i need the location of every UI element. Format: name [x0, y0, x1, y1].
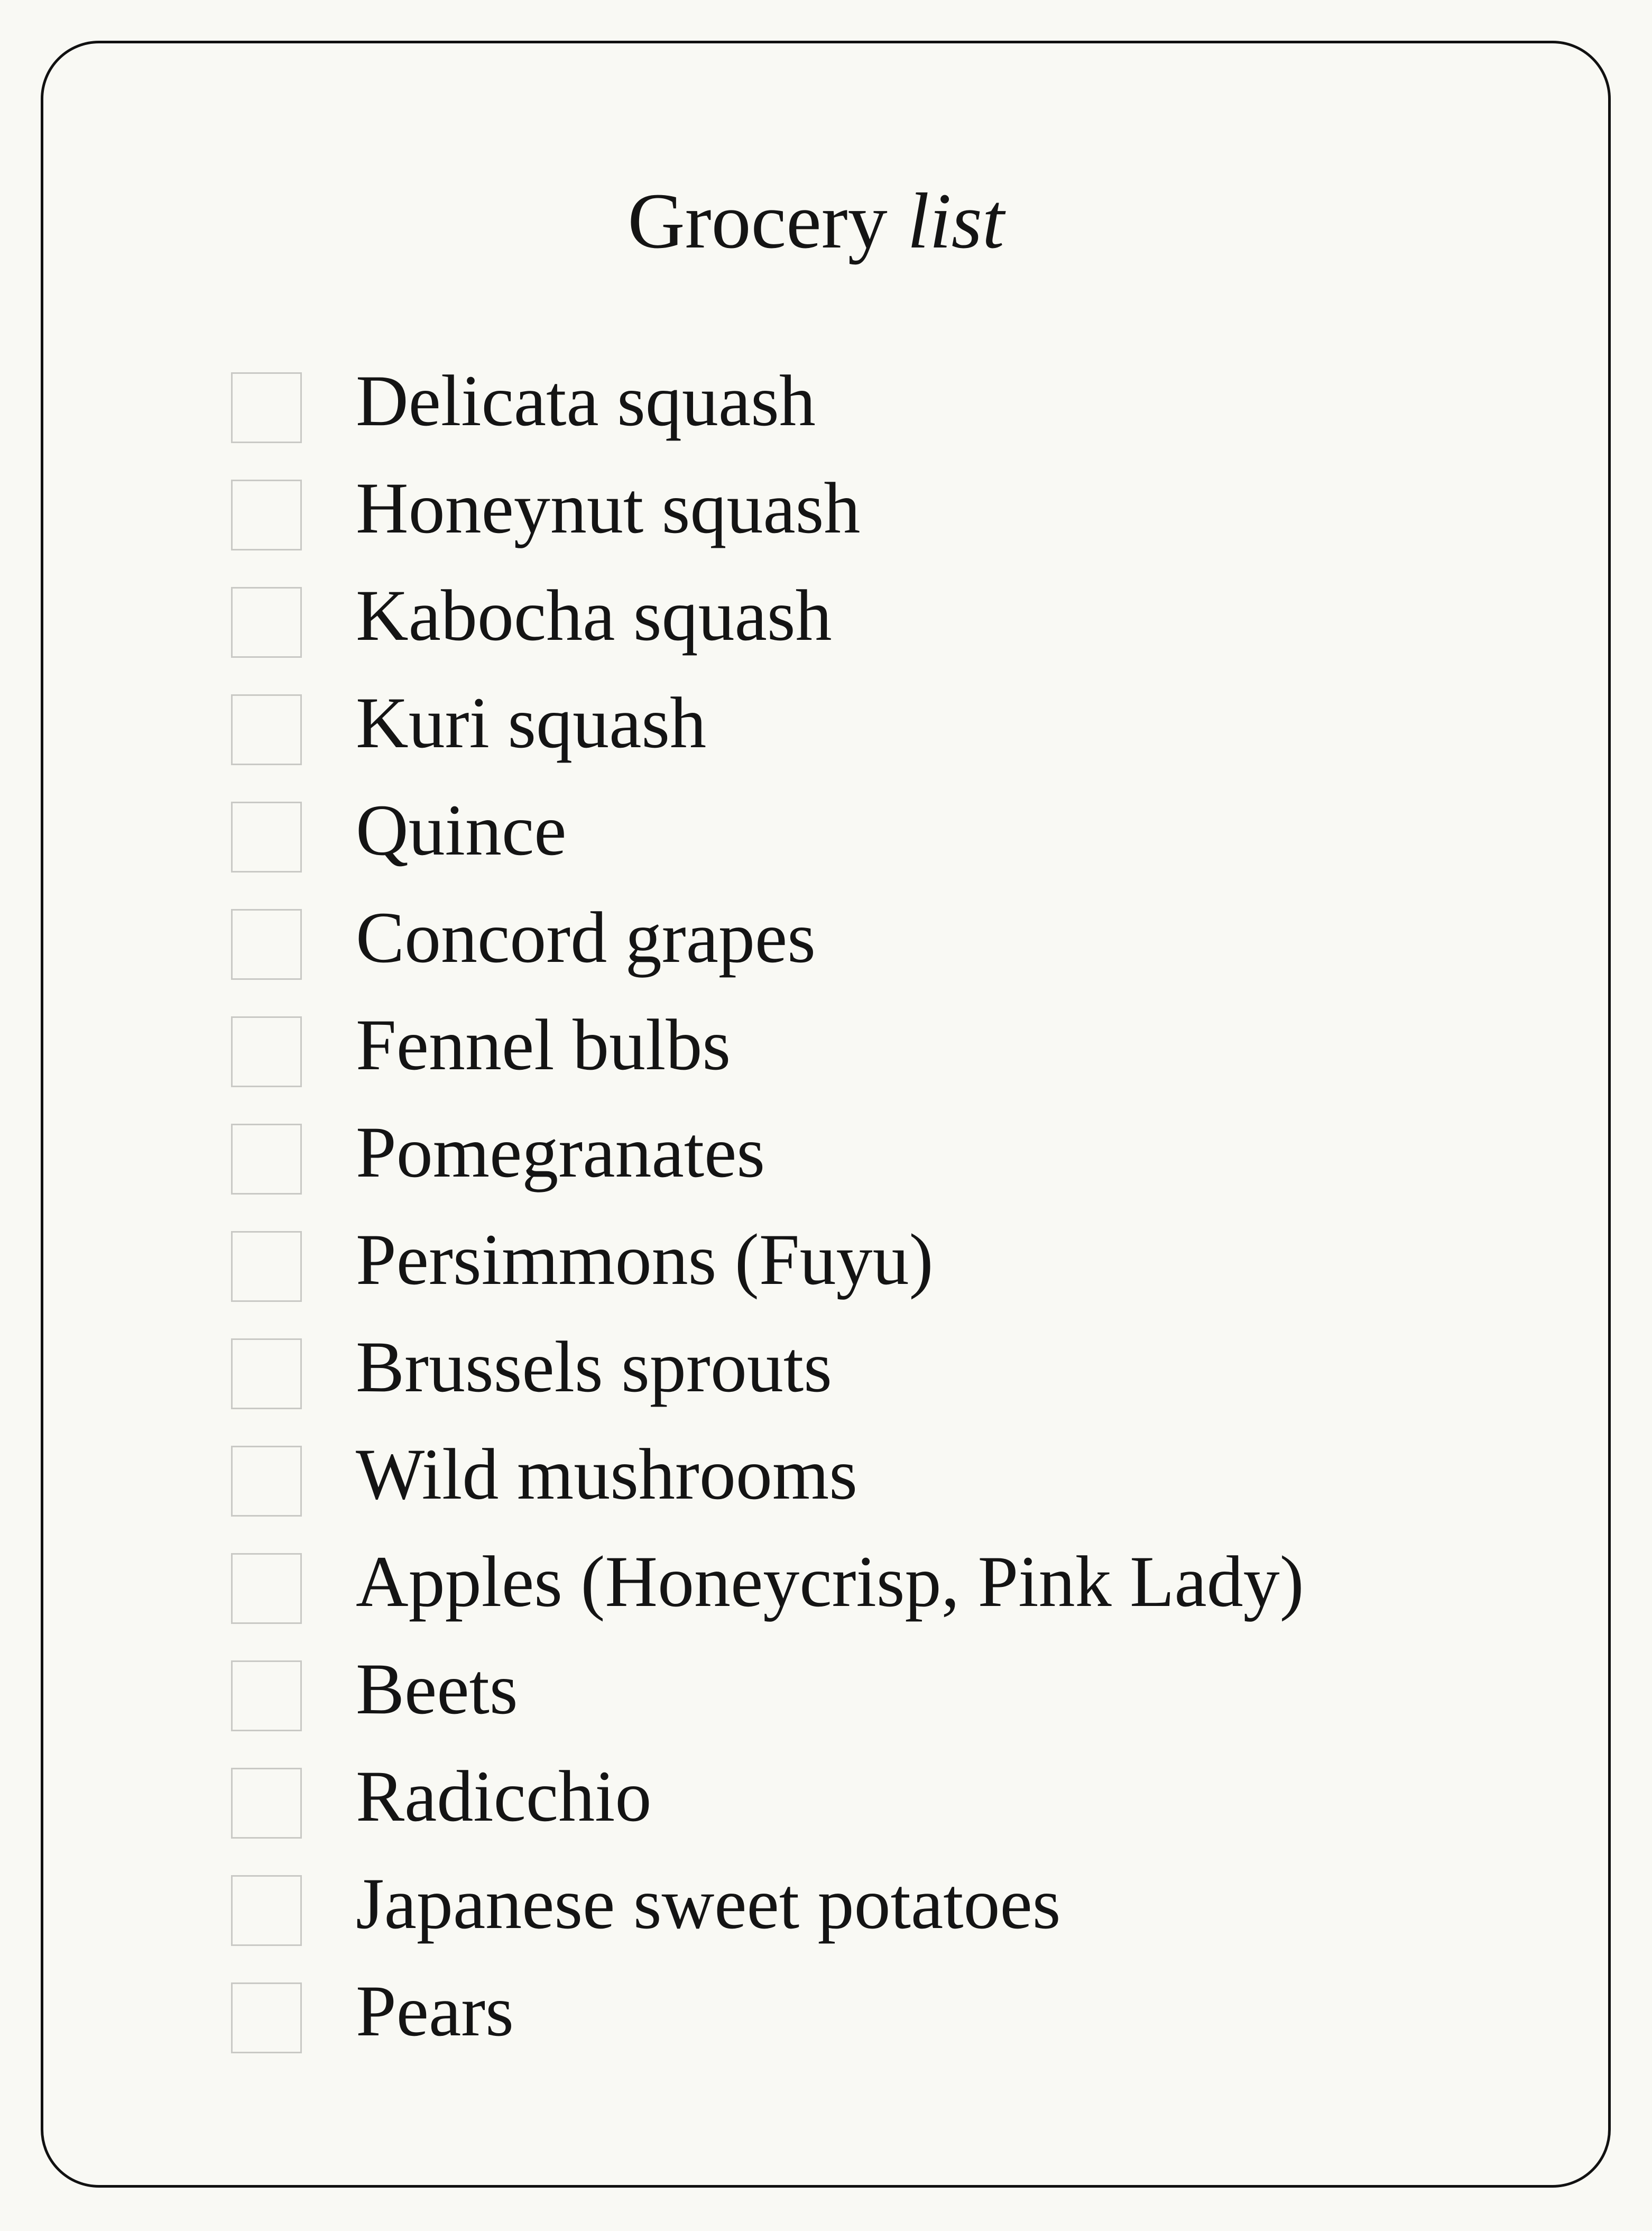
item-label: Kuri squash — [356, 682, 707, 763]
item-label: Wild mushrooms — [356, 1434, 857, 1514]
item-label: Pears — [356, 1970, 514, 2051]
item-checkbox[interactable] — [231, 1768, 302, 1839]
list-item — [0, 1327, 1652, 1417]
item-checkbox[interactable] — [231, 1124, 302, 1195]
list-item — [0, 898, 1652, 988]
page-title — [0, 168, 1652, 274]
list-item — [0, 1220, 1652, 1310]
title-italic: list — [907, 177, 1004, 265]
item-label: Concord grapes — [356, 897, 816, 978]
item-checkbox[interactable] — [231, 1982, 302, 2053]
item-checkbox[interactable] — [231, 372, 302, 443]
item-label: Fennel bulbs — [356, 1004, 731, 1085]
list-item — [0, 1649, 1652, 1739]
item-label: Persimmons (Fuyu) — [356, 1219, 934, 1300]
item-checkbox[interactable] — [231, 1553, 302, 1624]
list-item — [0, 1005, 1652, 1095]
item-checkbox[interactable] — [231, 1875, 302, 1946]
item-checkbox[interactable] — [231, 1016, 302, 1087]
list-item — [0, 683, 1652, 773]
title-main: Grocery — [627, 177, 888, 265]
list-item — [0, 361, 1652, 451]
item-label: Apples (Honeycrisp, Pink Lady) — [356, 1541, 1304, 1622]
item-checkbox[interactable] — [231, 694, 302, 765]
list-item — [0, 469, 1652, 558]
item-checkbox[interactable] — [231, 1231, 302, 1302]
item-label: Radicchio — [356, 1756, 652, 1837]
item-label: Quince — [356, 789, 567, 870]
item-checkbox[interactable] — [231, 1338, 302, 1409]
list-item — [0, 1971, 1652, 2061]
item-label: Kabocha squash — [356, 575, 832, 656]
list-item — [0, 1864, 1652, 1954]
item-checkbox[interactable] — [231, 480, 302, 550]
item-label: Pomegranates — [356, 1112, 765, 1192]
item-label: Brussels sprouts — [356, 1326, 832, 1407]
item-checkbox[interactable] — [231, 587, 302, 658]
list-item — [0, 1757, 1652, 1847]
list-item — [0, 791, 1652, 880]
item-checkbox[interactable] — [231, 909, 302, 980]
list-item — [0, 1113, 1652, 1202]
list-item — [0, 1435, 1652, 1525]
item-checkbox[interactable] — [231, 802, 302, 873]
item-label: Beets — [356, 1648, 518, 1729]
item-label: Delicata squash — [356, 360, 816, 441]
item-label: Honeynut squash — [356, 467, 861, 548]
list-item — [0, 1542, 1652, 1632]
item-checkbox[interactable] — [231, 1660, 302, 1731]
item-checkbox[interactable] — [231, 1446, 302, 1517]
item-label: Japanese sweet potatoes — [356, 1863, 1061, 1944]
list-item — [0, 576, 1652, 666]
